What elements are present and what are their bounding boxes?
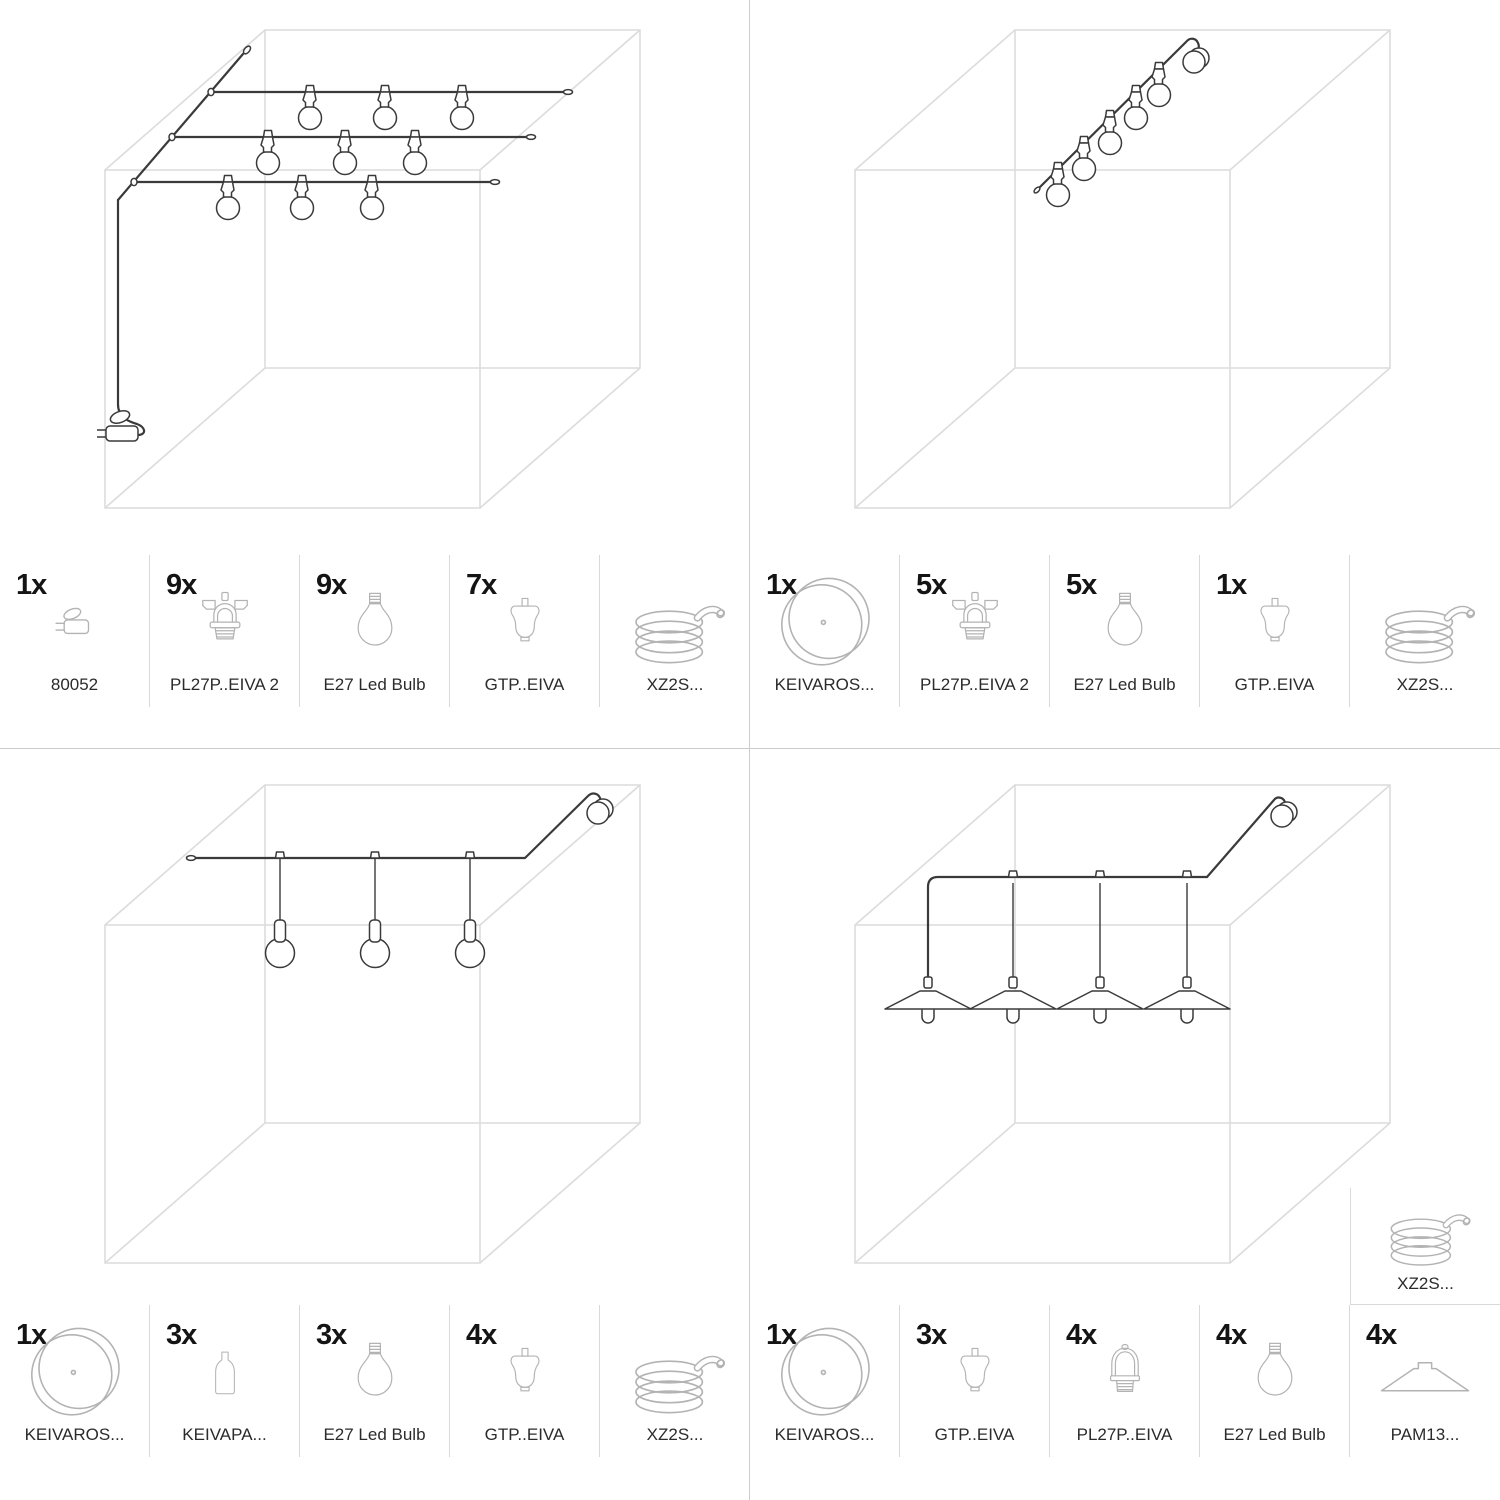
diagram-three-pendants (0, 750, 750, 1310)
part-quantity: 3x (916, 1319, 947, 1351)
part-label: KEIVAROS... (24, 1425, 125, 1444)
part-label: E27 Led Bulb (323, 1425, 426, 1444)
flat-shade-icon (1350, 1325, 1500, 1423)
part-label: GTP..EIVA (484, 675, 565, 694)
cable-coil-icon (1350, 575, 1500, 673)
diagram-string-light-grid (0, 0, 750, 560)
wall-plug (97, 408, 138, 441)
string-lights (97, 45, 573, 441)
part-quantity: 4x (1216, 1319, 1247, 1351)
lamp-holder-icon (900, 575, 1049, 673)
part-cell[interactable] (450, 1305, 600, 1457)
part-cell[interactable] (0, 1305, 150, 1457)
led-bulb-icon (300, 575, 449, 673)
part-label: E27 Led Bulb (1223, 1425, 1326, 1444)
part-cell[interactable] (300, 1305, 450, 1457)
part-cell[interactable] (300, 555, 450, 707)
part-label: GTP..EIVA (934, 1425, 1015, 1444)
pendant-lights (885, 798, 1297, 1023)
part-cell[interactable] (1350, 1305, 1500, 1457)
ceiling-rose-icon (750, 1325, 899, 1423)
part-cell[interactable] (150, 1305, 300, 1457)
part-label: XZ2S... (1397, 1274, 1454, 1293)
part-label: E27 Led Bulb (323, 675, 426, 694)
part-cell[interactable] (1050, 555, 1200, 707)
part-cell[interactable] (600, 555, 750, 707)
room-cube (105, 30, 640, 508)
lamp-holder-icon (150, 575, 299, 673)
bottle-holder-icon (150, 1325, 299, 1423)
cable-coil-icon (600, 575, 750, 673)
part-cell[interactable] (450, 555, 600, 707)
part-quantity: 7x (466, 569, 497, 601)
part-quantity: 5x (916, 569, 947, 601)
part-label: E27 Led Bulb (1073, 675, 1176, 694)
part-label: PL27P..EIVA 2 (169, 675, 279, 694)
part-quantity: 1x (1216, 569, 1247, 601)
part-label: XZ2S... (1396, 675, 1454, 694)
part-cell[interactable] (750, 1305, 900, 1457)
part-cell[interactable] (150, 555, 300, 707)
part-quantity: 3x (316, 1319, 347, 1351)
part-quantity: 3x (166, 1319, 197, 1351)
drop-connector-icon (450, 1325, 599, 1423)
room-cube (855, 785, 1390, 1263)
parts-list-bottom-left (0, 1305, 750, 1457)
horizontal-divider (0, 748, 1500, 749)
part-quantity: 4x (1066, 1319, 1097, 1351)
part-quantity: 4x (466, 1319, 497, 1351)
cable-coil-icon (600, 1325, 750, 1423)
part-label: KEIVAROS... (774, 675, 875, 694)
led-bulb-icon (1200, 1325, 1349, 1423)
part-quantity: 9x (316, 569, 347, 601)
drop-connector-icon (1200, 575, 1349, 673)
part-label: GTP..EIVA (1234, 675, 1315, 694)
parts-list-bottom-right (750, 1305, 1500, 1457)
part-label: XZ2S... (646, 675, 704, 694)
part-quantity: 1x (766, 1319, 797, 1351)
part-label: XZ2S... (646, 1425, 704, 1444)
part-label: PL27P..EIVA (1076, 1425, 1173, 1444)
part-cell[interactable] (1050, 1305, 1200, 1457)
part-label: PL27P..EIVA 2 (919, 675, 1029, 694)
part-cell[interactable] (750, 555, 900, 707)
part-cell[interactable] (1200, 1305, 1350, 1457)
pendant-lights (187, 794, 614, 968)
ceiling-rose-icon (750, 575, 899, 673)
string-lights (1033, 39, 1209, 207)
drop-connector-icon (900, 1325, 1049, 1423)
part-label: 80052 (50, 675, 99, 694)
lamp-holder-plain-icon (1050, 1325, 1199, 1423)
part-label: KEIVAPA... (182, 1425, 267, 1444)
part-cell[interactable] (600, 1305, 750, 1457)
ceiling-rose-icon (0, 1325, 149, 1423)
part-cell[interactable] (1200, 555, 1350, 707)
diagram-diagonal-string (750, 0, 1500, 560)
part-quantity: 1x (16, 1319, 47, 1351)
part-cell[interactable] (900, 555, 1050, 707)
parts-list-top-right (750, 555, 1500, 707)
room-cube (855, 30, 1390, 508)
part-cell[interactable] (0, 555, 150, 707)
parts-list-top-left (0, 555, 750, 707)
led-bulb-icon (1050, 575, 1199, 673)
part-quantity: 1x (16, 569, 47, 601)
part-cell-extra-cable[interactable] (1350, 1188, 1500, 1305)
plug-icon (0, 575, 149, 673)
part-cell[interactable] (900, 1305, 1050, 1457)
part-quantity: 1x (766, 569, 797, 601)
part-quantity: 4x (1366, 1319, 1397, 1351)
part-label: KEIVAROS... (774, 1425, 875, 1444)
part-quantity: 5x (1066, 569, 1097, 601)
part-label: GTP..EIVA (484, 1425, 565, 1444)
drop-connector-icon (450, 575, 599, 673)
led-bulb-icon (300, 1325, 449, 1423)
part-quantity: 9x (166, 569, 197, 601)
cable-coil-icon (1351, 1190, 1500, 1272)
part-cell[interactable] (1350, 555, 1500, 707)
part-label: PAM13... (1390, 1425, 1460, 1444)
